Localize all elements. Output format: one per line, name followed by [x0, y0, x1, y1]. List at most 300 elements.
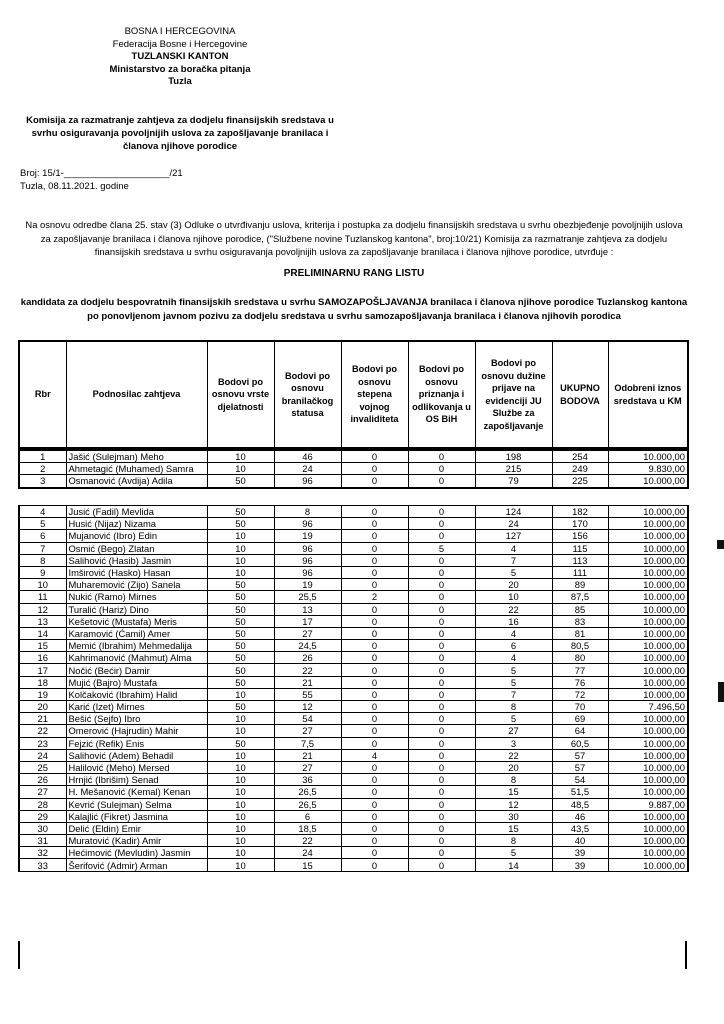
cell-approved-amount: 10.000,00 [608, 652, 688, 664]
table-row [19, 627, 688, 639]
cell-disability-points: 0 [341, 450, 408, 463]
cell-awards-points: 0 [408, 810, 475, 822]
cell-total-points: 81 [552, 627, 608, 639]
col-header-approved-amount: Odobreni iznos sredstava u KM [608, 341, 688, 448]
cell-approved-amount: 10.000,00 [608, 591, 688, 603]
document-reference [20, 167, 183, 193]
cell-disability-points: 0 [341, 859, 408, 871]
cell-approved-amount: 10.000,00 [608, 810, 688, 822]
cell-rbr: 33 [19, 859, 66, 871]
cell-registration-points: 20 [475, 579, 552, 591]
cell-rbr: 11 [19, 591, 66, 603]
cell-veteran-status-points: 13 [274, 603, 341, 615]
cell-rbr: 23 [19, 737, 66, 749]
cell-total-points: 69 [552, 713, 608, 725]
cell-total-points: 76 [552, 676, 608, 688]
cell-total-points: 182 [552, 506, 608, 518]
cell-disability-points: 0 [341, 554, 408, 566]
cell-activity-points: 10 [207, 810, 274, 822]
cell-approved-amount: 10.000,00 [608, 749, 688, 761]
cell-approved-amount: 10.000,00 [608, 603, 688, 615]
cell-applicant: Osmanović (Avdija) Adila [66, 475, 207, 488]
cell-awards-points: 0 [408, 701, 475, 713]
cell-applicant: Muharemović (Zijo) Sanela [66, 579, 207, 591]
cell-applicant: Muratović (Kadir) Amir [66, 835, 207, 847]
cell-rbr: 3 [19, 475, 66, 488]
cell-total-points: 70 [552, 701, 608, 713]
cell-rbr: 4 [19, 506, 66, 518]
cell-total-points: 115 [552, 542, 608, 554]
cell-awards-points: 0 [408, 640, 475, 652]
cell-veteran-status-points: 26 [274, 652, 341, 664]
cell-applicant: Jusić (Fadil) Mevlida [66, 506, 207, 518]
cell-disability-points: 0 [341, 475, 408, 488]
col-header-total-points: UKUPNO BODOVA [552, 341, 608, 448]
cell-applicant: Turalić (Hariz) Dino [66, 603, 207, 615]
table-row [19, 688, 688, 700]
cell-activity-points: 10 [207, 688, 274, 700]
cell-rbr: 19 [19, 688, 66, 700]
cell-registration-points: 8 [475, 774, 552, 786]
cell-total-points: 170 [552, 518, 608, 530]
cell-veteran-status-points: 22 [274, 664, 341, 676]
table-row [19, 859, 688, 871]
cell-registration-points: 4 [475, 627, 552, 639]
cell-veteran-status-points: 17 [274, 615, 341, 627]
cell-total-points: 39 [552, 859, 608, 871]
cell-activity-points: 50 [207, 579, 274, 591]
cell-disability-points: 4 [341, 749, 408, 761]
cell-awards-points: 0 [408, 566, 475, 578]
cell-registration-points: 20 [475, 761, 552, 773]
city-name: Tuzla [168, 76, 192, 87]
cell-activity-points: 50 [207, 627, 274, 639]
cell-applicant: Kahrimanović (Mahmut) Alma [66, 652, 207, 664]
cell-applicant: Imširović (Hasko) Hasan [66, 566, 207, 578]
table-row [19, 786, 688, 798]
cell-disability-points: 0 [341, 566, 408, 578]
cell-awards-points: 0 [408, 603, 475, 615]
cell-disability-points: 0 [341, 652, 408, 664]
cell-approved-amount: 10.000,00 [608, 640, 688, 652]
reference-number: Broj: 15/1-____________________/21 [20, 168, 183, 179]
cell-applicant: Husić (Nijaz) Nizama [66, 518, 207, 530]
commission-line-3: članova njihove porodice [122, 141, 238, 152]
cell-applicant: Šerifović (Admir) Arman [66, 859, 207, 871]
table-row [19, 463, 688, 475]
cell-rbr: 18 [19, 676, 66, 688]
cell-approved-amount: 10.000,00 [608, 542, 688, 554]
cell-awards-points: 0 [408, 713, 475, 725]
cell-registration-points: 124 [475, 506, 552, 518]
cell-rbr: 29 [19, 810, 66, 822]
cell-veteran-status-points: 24 [274, 463, 341, 475]
cell-activity-points: 10 [207, 835, 274, 847]
table-body-main [19, 506, 688, 872]
cell-veteran-status-points: 19 [274, 579, 341, 591]
cell-veteran-status-points: 26,5 [274, 798, 341, 810]
cell-applicant: Salihović (Adem) Behadil [66, 749, 207, 761]
table-row [19, 737, 688, 749]
cell-rbr: 1 [19, 450, 66, 463]
cell-applicant: H. Mešanović (Kemal) Kenan [66, 786, 207, 798]
cell-registration-points: 30 [475, 810, 552, 822]
cell-awards-points: 0 [408, 688, 475, 700]
cell-activity-points: 50 [207, 518, 274, 530]
cell-activity-points: 50 [207, 737, 274, 749]
cell-veteran-status-points: 27 [274, 627, 341, 639]
table-row [19, 676, 688, 688]
cell-activity-points: 50 [207, 652, 274, 664]
cell-activity-points: 50 [207, 475, 274, 488]
cell-disability-points: 0 [341, 603, 408, 615]
cell-registration-points: 24 [475, 518, 552, 530]
cell-awards-points: 0 [408, 475, 475, 488]
cell-activity-points: 10 [207, 530, 274, 542]
cell-activity-points: 50 [207, 664, 274, 676]
cell-rbr: 26 [19, 774, 66, 786]
table-row [19, 664, 688, 676]
table-row [19, 542, 688, 554]
table-border-extension-right [685, 941, 687, 969]
cell-approved-amount: 10.000,00 [608, 554, 688, 566]
col-header-applicant: Podnosilac zahtjeva [66, 341, 207, 448]
subtitle-emphasis: SAMOZAPOŠLJAVANJA [318, 297, 428, 308]
cell-veteran-status-points: 25,5 [274, 591, 341, 603]
cell-registration-points: 3 [475, 737, 552, 749]
cell-approved-amount: 10.000,00 [608, 859, 688, 871]
cell-rbr: 16 [19, 652, 66, 664]
cell-total-points: 89 [552, 579, 608, 591]
cell-total-points: 113 [552, 554, 608, 566]
cell-total-points: 77 [552, 664, 608, 676]
table-row [19, 640, 688, 652]
cell-disability-points: 0 [341, 810, 408, 822]
cell-registration-points: 8 [475, 835, 552, 847]
cell-activity-points: 50 [207, 676, 274, 688]
table-row [19, 847, 688, 859]
cell-activity-points: 10 [207, 463, 274, 475]
cell-activity-points: 10 [207, 859, 274, 871]
cell-rbr: 24 [19, 749, 66, 761]
cell-approved-amount: 10.000,00 [608, 664, 688, 676]
cell-activity-points: 10 [207, 566, 274, 578]
cell-rbr: 28 [19, 798, 66, 810]
cell-total-points: 85 [552, 603, 608, 615]
intro-paragraph: Na osnovu odredbe člana 25. stav (3) Odluke o utvrđivanju uslova, kriterija i postupka za dodjelu finansijskih sredstava u svrhu obezbjeđenje povoljnijih uslova za zapošljavanje branilaca i članova njihove porodice, ("Službene novine Tuzlanskog kantona", broj:10/21) Komisija za razmatranje zahtjeva za dodjelu finansijskih sredstava u svrhu osiguravanja povoljnijih uslova za zapošljavanje branilaca i članova njihove porodice, utvrđuje : [25, 219, 683, 258]
cell-registration-points: 127 [475, 530, 552, 542]
table-border-extension-left [18, 941, 20, 969]
cell-approved-amount: 10.000,00 [608, 450, 688, 463]
cell-disability-points: 0 [341, 786, 408, 798]
table-row [19, 615, 688, 627]
cell-activity-points: 10 [207, 761, 274, 773]
table-row [19, 591, 688, 603]
cell-veteran-status-points: 96 [274, 554, 341, 566]
cell-disability-points: 0 [341, 798, 408, 810]
cell-rbr: 9 [19, 566, 66, 578]
cell-disability-points: 0 [341, 688, 408, 700]
cell-rbr: 10 [19, 579, 66, 591]
cell-applicant: Halilović (Meho) Mersed [66, 761, 207, 773]
cell-approved-amount: 10.000,00 [608, 676, 688, 688]
subtitle-part-1: kandidata za dodjelu bespovratnih finansijskih sredstava u svrhu [20, 297, 319, 308]
cell-registration-points: 15 [475, 786, 552, 798]
cell-approved-amount: 10.000,00 [608, 835, 688, 847]
cell-activity-points: 10 [207, 450, 274, 463]
cell-applicant: Karić (Izet) Mirnes [66, 701, 207, 713]
cell-total-points: 46 [552, 810, 608, 822]
cell-applicant: Jašić (Sulejman) Meho [66, 450, 207, 463]
cell-awards-points: 0 [408, 591, 475, 603]
cell-applicant: Kevrić (Sulejman) Selma [66, 798, 207, 810]
cell-disability-points: 2 [341, 591, 408, 603]
cell-rbr: 25 [19, 761, 66, 773]
cell-disability-points: 0 [341, 774, 408, 786]
cell-total-points: 51,5 [552, 786, 608, 798]
cell-applicant: Mujanović (Ibro) Edin [66, 530, 207, 542]
cell-awards-points: 5 [408, 542, 475, 554]
institution-header [20, 26, 340, 89]
document-date: Tuzla, 08.11.2021. godine [20, 181, 129, 192]
cell-approved-amount: 10.000,00 [608, 822, 688, 834]
cell-awards-points: 0 [408, 530, 475, 542]
cell-awards-points: 0 [408, 786, 475, 798]
cell-registration-points: 7 [475, 688, 552, 700]
ministry-name: Ministarstvo za boračka pitanja [109, 63, 251, 75]
cell-awards-points: 0 [408, 774, 475, 786]
cell-rbr: 13 [19, 615, 66, 627]
cell-awards-points: 0 [408, 554, 475, 566]
cell-approved-amount: 10.000,00 [608, 725, 688, 737]
cell-registration-points: 4 [475, 652, 552, 664]
cell-approved-amount: 10.000,00 [608, 566, 688, 578]
cell-veteran-status-points: 22 [274, 835, 341, 847]
cell-registration-points: 4 [475, 542, 552, 554]
cell-awards-points: 0 [408, 627, 475, 639]
cell-awards-points: 0 [408, 859, 475, 871]
cell-disability-points: 0 [341, 664, 408, 676]
cell-veteran-status-points: 96 [274, 475, 341, 488]
cell-activity-points: 50 [207, 506, 274, 518]
cell-veteran-status-points: 12 [274, 701, 341, 713]
cell-rbr: 22 [19, 725, 66, 737]
cell-registration-points: 10 [475, 591, 552, 603]
cell-veteran-status-points: 8 [274, 506, 341, 518]
table-row [19, 810, 688, 822]
cell-veteran-status-points: 26,5 [274, 786, 341, 798]
cell-registration-points: 5 [475, 676, 552, 688]
cell-activity-points: 10 [207, 554, 274, 566]
cell-applicant: Omerović (Hajrudin) Mahir [66, 725, 207, 737]
cell-total-points: 60,5 [552, 737, 608, 749]
cell-awards-points: 0 [408, 518, 475, 530]
cell-registration-points: 7 [475, 554, 552, 566]
cell-registration-points: 5 [475, 566, 552, 578]
table-body-top [19, 450, 688, 488]
col-header-rbr: Rbr [19, 341, 66, 448]
cell-applicant: Bešić (Sejfo) Ibro [66, 713, 207, 725]
cell-activity-points: 10 [207, 847, 274, 859]
cell-rbr: 14 [19, 627, 66, 639]
cell-total-points: 80,5 [552, 640, 608, 652]
cell-total-points: 111 [552, 566, 608, 578]
cell-approved-amount: 9.887,00 [608, 798, 688, 810]
document-subtitle [20, 296, 688, 324]
cell-total-points: 54 [552, 774, 608, 786]
cell-disability-points: 0 [341, 676, 408, 688]
table-row [19, 725, 688, 737]
cell-activity-points: 10 [207, 713, 274, 725]
cell-awards-points: 0 [408, 749, 475, 761]
cell-approved-amount: 10.000,00 [608, 627, 688, 639]
cell-rbr: 17 [19, 664, 66, 676]
commission-line-1: Komisija za razmatranje zahtjeva za dodjelu finansijskih sredstava u [26, 115, 334, 126]
cell-registration-points: 22 [475, 603, 552, 615]
cell-disability-points: 0 [341, 640, 408, 652]
cell-awards-points: 0 [408, 822, 475, 834]
cell-approved-amount: 10.000,00 [608, 737, 688, 749]
cell-awards-points: 0 [408, 835, 475, 847]
cell-applicant: Mujić (Bajro) Mustafa [66, 676, 207, 688]
cell-registration-points: 79 [475, 475, 552, 488]
cell-activity-points: 50 [207, 591, 274, 603]
cell-approved-amount: 10.000,00 [608, 506, 688, 518]
cell-disability-points: 0 [341, 847, 408, 859]
cell-disability-points: 0 [341, 835, 408, 847]
cell-applicant: Fejzić (Refik) Enis [66, 737, 207, 749]
cell-rbr: 12 [19, 603, 66, 615]
cell-total-points: 39 [552, 847, 608, 859]
cell-disability-points: 0 [341, 530, 408, 542]
cell-veteran-status-points: 24,5 [274, 640, 341, 652]
canton-name: TUZLANSKI KANTON [131, 51, 229, 62]
country-name: BOSNA I HERCEGOVINA [124, 26, 236, 37]
cell-applicant: Nukić (Ramo) Mirnes [66, 591, 207, 603]
cell-awards-points: 0 [408, 450, 475, 463]
col-header-awards-points: Bodovi po osnovu priznanja i odlikovanja u OS BiH [408, 341, 475, 448]
cell-veteran-status-points: 18,5 [274, 822, 341, 834]
cell-total-points: 80 [552, 652, 608, 664]
cell-disability-points: 0 [341, 542, 408, 554]
ranking-table-header [18, 340, 689, 449]
cell-activity-points: 10 [207, 822, 274, 834]
cell-veteran-status-points: 6 [274, 810, 341, 822]
cell-activity-points: 50 [207, 640, 274, 652]
table-row [19, 506, 688, 518]
cell-disability-points: 0 [341, 725, 408, 737]
cell-activity-points: 50 [207, 603, 274, 615]
col-header-registration-points: Bodovi po osnovu dužine prijave na evidenciji JU Službe za zapošljavanje [475, 341, 552, 448]
table-row [19, 450, 688, 463]
cell-total-points: 156 [552, 530, 608, 542]
cell-total-points: 83 [552, 615, 608, 627]
cell-veteran-status-points: 54 [274, 713, 341, 725]
commission-line-2: svrhu osiguravanja povoljnijih uslova za zapošljavanje branilaca i [31, 128, 329, 139]
cell-rbr: 5 [19, 518, 66, 530]
cell-applicant: Karamović (Ćamil) Amer [66, 627, 207, 639]
cell-rbr: 31 [19, 835, 66, 847]
cell-registration-points: 5 [475, 664, 552, 676]
cell-disability-points: 0 [341, 737, 408, 749]
cell-approved-amount: 10.000,00 [608, 847, 688, 859]
cell-approved-amount: 10.000,00 [608, 530, 688, 542]
cell-awards-points: 0 [408, 664, 475, 676]
cell-rbr: 2 [19, 463, 66, 475]
federation-name: Federacija Bosne i Hercegovine [112, 38, 248, 50]
cell-veteran-status-points: 21 [274, 749, 341, 761]
cell-awards-points: 0 [408, 652, 475, 664]
cell-awards-points: 0 [408, 579, 475, 591]
cell-disability-points: 0 [341, 518, 408, 530]
cell-veteran-status-points: 24 [274, 847, 341, 859]
cell-registration-points: 5 [475, 847, 552, 859]
header-row [19, 341, 688, 448]
cell-total-points: 57 [552, 749, 608, 761]
cell-disability-points: 0 [341, 463, 408, 475]
table-row [19, 554, 688, 566]
cell-awards-points: 0 [408, 847, 475, 859]
cell-disability-points: 0 [341, 579, 408, 591]
cell-total-points: 87,5 [552, 591, 608, 603]
cell-disability-points: 0 [341, 627, 408, 639]
cell-registration-points: 6 [475, 640, 552, 652]
cell-veteran-status-points: 96 [274, 566, 341, 578]
table-row [19, 603, 688, 615]
col-header-disability-points: Bodovi po osnovu stepena vojnog invaliditeta [341, 341, 408, 448]
cell-veteran-status-points: 7,5 [274, 737, 341, 749]
cell-veteran-status-points: 27 [274, 761, 341, 773]
cell-veteran-status-points: 46 [274, 450, 341, 463]
cell-approved-amount: 10.000,00 [608, 475, 688, 488]
cell-activity-points: 50 [207, 701, 274, 713]
cell-activity-points: 10 [207, 786, 274, 798]
cell-total-points: 48,5 [552, 798, 608, 810]
cell-awards-points: 0 [408, 506, 475, 518]
cell-registration-points: 8 [475, 701, 552, 713]
cell-total-points: 64 [552, 725, 608, 737]
cell-approved-amount: 10.000,00 [608, 713, 688, 725]
document-title: PRELIMINARNU RANG LISTU [283, 268, 425, 279]
subtitle-part-2: branilaca i članova njihove porodice Tuzlanskog kantona po ponovljenom javnom pozivu za dodjelu sredstava u svrhu samozapošljavanja branilaca i članova njihovih porodica [87, 297, 688, 322]
cell-registration-points: 198 [475, 450, 552, 463]
cell-rbr: 6 [19, 530, 66, 542]
cell-approved-amount: 10.000,00 [608, 761, 688, 773]
cell-registration-points: 14 [475, 859, 552, 871]
cell-total-points: 254 [552, 450, 608, 463]
cell-veteran-status-points: 36 [274, 774, 341, 786]
cell-awards-points: 0 [408, 798, 475, 810]
cell-applicant: Kalajlić (Fikret) Jasmina [66, 810, 207, 822]
cell-total-points: 40 [552, 835, 608, 847]
cell-activity-points: 10 [207, 749, 274, 761]
cell-activity-points: 10 [207, 542, 274, 554]
cell-approved-amount: 9.830,00 [608, 463, 688, 475]
cell-approved-amount: 7.496,50 [608, 701, 688, 713]
cell-disability-points: 0 [341, 506, 408, 518]
cell-awards-points: 0 [408, 463, 475, 475]
cell-applicant: Hrnjić (Ibrišim) Senad [66, 774, 207, 786]
cell-registration-points: 22 [475, 749, 552, 761]
cell-applicant: Ahmetagić (Muhamed) Samra [66, 463, 207, 475]
cell-applicant: Hećimović (Mevludin) Jasmin [66, 847, 207, 859]
table-row [19, 774, 688, 786]
ranking-table-main [18, 505, 689, 872]
cell-applicant: Osmić (Bego) Zlatan [66, 542, 207, 554]
cell-approved-amount: 10.000,00 [608, 688, 688, 700]
cell-registration-points: 16 [475, 615, 552, 627]
table-row [19, 566, 688, 578]
